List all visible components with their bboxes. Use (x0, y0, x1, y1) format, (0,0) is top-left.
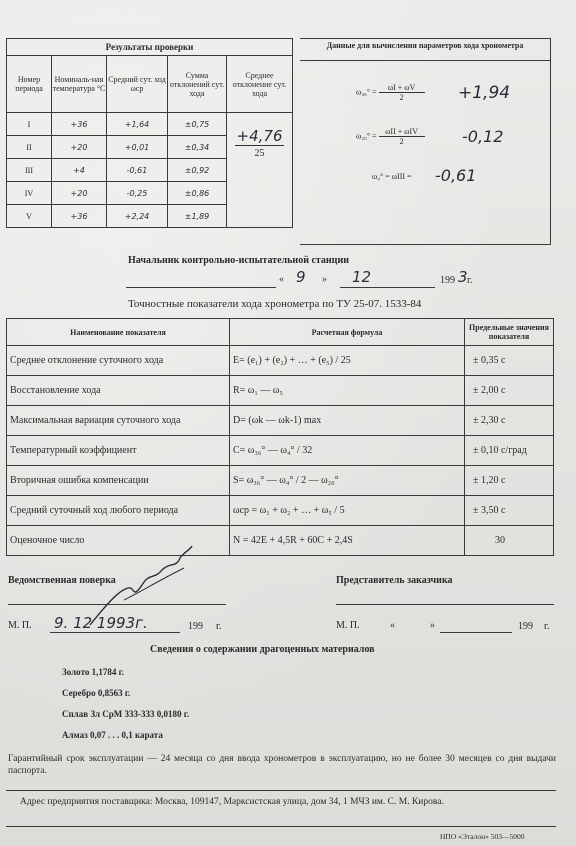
results-table (6, 38, 293, 228)
metal-item: Серебро 0,8563 г. (62, 688, 131, 698)
temp-cell: +36 (52, 205, 107, 228)
period-cell: V (7, 205, 52, 228)
table-row (7, 406, 554, 436)
temp-cell: +20 (52, 136, 107, 159)
right-year: 199 (518, 621, 533, 632)
mean-cell: +1,64 (107, 113, 168, 136)
table-row (7, 436, 554, 466)
mean-cell: -0,61 (107, 159, 168, 182)
station-year-prefix: 199 (440, 275, 455, 286)
indicator-name: Средний суточный ход любого периода (7, 496, 230, 526)
warranty-text: Гарантийный срок эксплуатации — 24 месяца со дня ввода хронометров в эксплуатацию, но не более 30 месяцев со дня выдачи паспорта. (8, 754, 556, 776)
formula-num: ωI + ωV (379, 83, 425, 93)
table-row (7, 496, 554, 526)
metals-title: Сведения о содержании драгоценных материалов (150, 644, 375, 655)
quote-close: » (322, 274, 327, 285)
indicator-name: Оценочное число (7, 526, 230, 556)
customer-label: Представитель заказчика (336, 575, 453, 586)
date-line (440, 632, 512, 633)
divider (6, 790, 556, 791)
metal-item: Золото 1,1784 г. (62, 667, 124, 677)
mp-left: М. П. (8, 620, 32, 631)
divider (6, 826, 556, 827)
metal-item: Алмаз 0,07 . . . 0,1 карата (62, 730, 163, 740)
left-year: 199 (188, 621, 203, 632)
indicator-formula: C= ω₃₆° — ω₄° / 32 (230, 436, 465, 466)
station-day: 9 (296, 268, 306, 286)
formula-den: 2 (399, 137, 404, 146)
station-title: Начальник контрольно-испытательной станции (128, 255, 349, 266)
indicator-limit: ± 3,50 с (465, 496, 554, 526)
period-cell: III (7, 159, 52, 182)
formula-w20 (356, 127, 425, 146)
table-row (7, 346, 554, 376)
col-avg: Среднее отклонение сут. хода (227, 56, 293, 113)
col-temp: Номиналь-ная температура °С (52, 56, 107, 113)
right-quote-open: « (390, 620, 395, 631)
period-cell: IV (7, 182, 52, 205)
indicator-name: Восстановление хода (7, 376, 230, 406)
date-line (50, 632, 180, 633)
address-text: Адрес предприятия поставщика: Москва, 109147, Марксистская улица, дом 34, 1 МЧЗ им. С. М. Кирова. (20, 797, 444, 807)
col-period: Номер периода (7, 56, 52, 113)
w36-value: +1,94 (458, 83, 511, 103)
verification-date: 9. 12 1993г. (54, 614, 148, 632)
formula-den: 2 (399, 93, 404, 102)
table-row (7, 376, 554, 406)
col-mean: Средний сут. ход ωср (107, 56, 168, 113)
indicator-formula: ωср = ω₁ + ω₂ + … + ω₅ / 5 (230, 496, 465, 526)
mp-right: М. П. (336, 620, 360, 631)
signature-line (126, 287, 276, 288)
temp-cell: +36 (52, 113, 107, 136)
indicator-formula: R= ω₁ — ω₅ (230, 376, 465, 406)
col-limit: Предельные значения показателя (465, 319, 554, 346)
station-month: 12 (352, 268, 372, 286)
signature-line (336, 604, 554, 605)
quote-open: « (279, 274, 284, 285)
w4-value: -0,61 (435, 166, 477, 185)
avg-denominator: 25 (254, 148, 265, 159)
indicator-formula: E= (e₁) + (e₂) + … + (e₅) / 25 (230, 346, 465, 376)
temp-cell: +20 (52, 182, 107, 205)
indicator-limit: 30 (465, 526, 554, 556)
results-caption: Результаты проверки (7, 39, 293, 56)
formula-lhs: ω₂₀° = (356, 131, 377, 141)
formula-lhs: ω₃₆° = (356, 87, 377, 97)
calc-title: Данные для вычисления параметров хода хронометра (300, 39, 550, 61)
calc-panel (300, 38, 551, 245)
indicator-formula: S= ω₃₆° — ω₄° / 2 — ω₂₀° (230, 466, 465, 496)
col-formula: Расчетная формула (230, 319, 465, 346)
sum-cell: ±0,92 (168, 159, 227, 182)
left-g: г. (216, 621, 222, 632)
indicator-limit: ± 0,35 с (465, 346, 554, 376)
indicator-formula: D= (ωk — ωk-1) max (230, 406, 465, 436)
sum-cell: ±0,86 (168, 182, 227, 205)
period-cell: II (7, 136, 52, 159)
mean-cell: +2,24 (107, 205, 168, 228)
mean-cell: -0,25 (107, 182, 168, 205)
right-quote-close: » (430, 620, 435, 631)
w20-value: -0,12 (462, 127, 504, 146)
indicator-name: Максимальная вариация суточного хода (7, 406, 230, 436)
col-sum: Сумма отклонений сут. хода (168, 56, 227, 113)
station-year-digit: 3 (458, 268, 468, 286)
indicator-name: Среднее отклонение суточного хода (7, 346, 230, 376)
table-row (7, 466, 554, 496)
indicator-limit: ± 2,00 с (465, 376, 554, 406)
avg-cell (227, 113, 293, 228)
station-year-suffix: г. (467, 275, 473, 286)
mean-cell: +0,01 (107, 136, 168, 159)
sum-cell: ±1,89 (168, 205, 227, 228)
temp-cell: +4 (52, 159, 107, 182)
indicator-limit: ± 0,10 с/град (465, 436, 554, 466)
indicators-table (6, 318, 554, 556)
indicator-limit: ± 2,30 с (465, 406, 554, 436)
month-line (340, 287, 435, 288)
table-row (7, 113, 293, 136)
avg-numerator: +4,76 (236, 127, 283, 145)
indicator-formula: N = 42E + 4,5R + 60C + 2,4S (230, 526, 465, 556)
indicator-name: Вторичная ошибка компенсации (7, 466, 230, 496)
col-name: Наименование показателя (7, 319, 230, 346)
sum-cell: ±0,34 (168, 136, 227, 159)
formula-w36 (356, 83, 425, 102)
metal-item: Сплав Зл СрМ 333-333 0,0180 г. (62, 709, 190, 719)
period-cell: I (7, 113, 52, 136)
formula-w4: ω₄° = ωIII = (372, 172, 412, 181)
sum-cell: ±0,75 (168, 113, 227, 136)
formula-num: ωII + ωIV (379, 127, 425, 137)
indicator-name: Температурный коэффициент (7, 436, 230, 466)
indicator-limit: ± 1,20 с (465, 466, 554, 496)
accuracy-title: Точностные показатели хода хронометра по ТУ 25-07. 1533-84 (128, 298, 422, 310)
right-g: г. (544, 621, 550, 632)
dept-check-label: Ведомственная поверка (8, 575, 116, 586)
footer-imprint: НПО «Эталон» 503—5000 (440, 832, 525, 841)
